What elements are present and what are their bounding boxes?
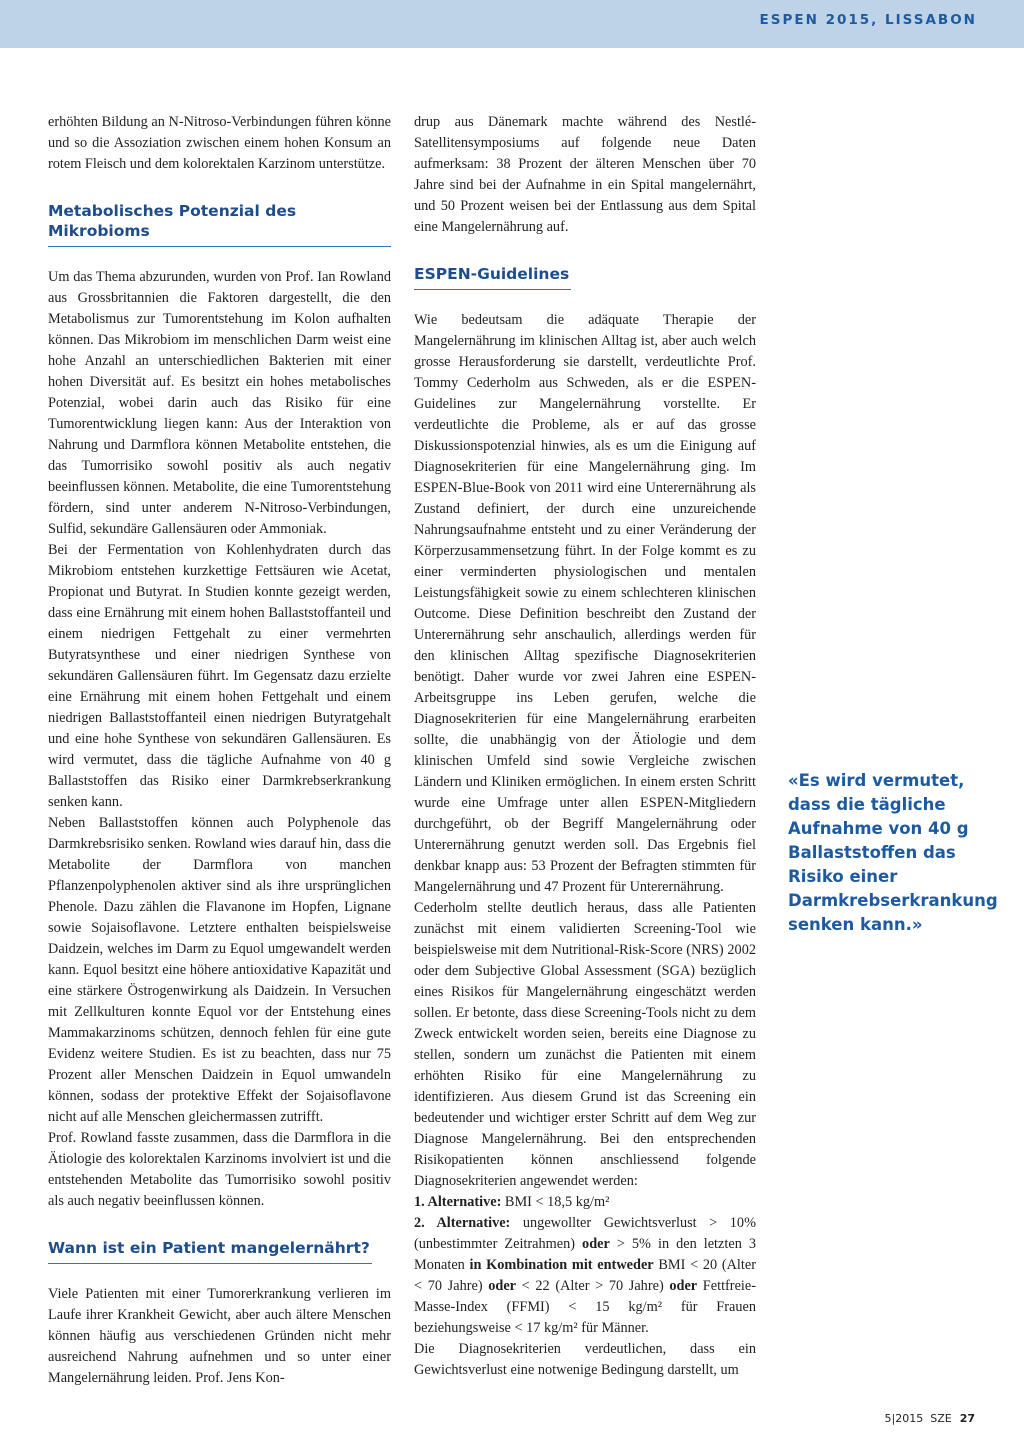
running-header-title: ESPEN 2015, LISSABON bbox=[759, 12, 977, 28]
paragraph: Bei der Fermentation von Kohlenhydraten durch das Mikrobiom entstehen kurzkettige Fettsäuren wie Acetat, Propionat und Butyrat. In Studien konnte gezeigt werden, dass eine Ernährung mit einem hohen Ballaststoffanteil und einem niedrigen Fettgehalt zu einer vermehrten Butyratsynthese und einer niedrigen Synthese von sekundären Gallensäuren führt. Im Gegensatz dazu erzielte eine Ernährung mit einem hohen Fettgehalt und einem niedrigen Ballaststoffanteil einen niedrigen Butyratgehalt und eine hohe Synthese von sekundären Gallensäuren. Es wird vermutet, dass die tägliche Aufnahme von 40 g Ballaststoffen das Risiko einer Darmkrebserkrankung senken kann. bbox=[48, 542, 391, 810]
left-column bbox=[48, 112, 391, 1389]
criterion-text: BMI < 20 (Alter < 70 Jahre) bbox=[414, 1257, 756, 1294]
header-bar bbox=[0, 0, 1024, 48]
criterion-text: < 22 (Alter > 70 Jahre) bbox=[516, 1278, 670, 1294]
criterion-connector: oder bbox=[669, 1278, 698, 1294]
criterion-text: > 5% in den letzten 3 Monaten bbox=[414, 1236, 756, 1273]
paragraph: Wie bedeutsam die adäquate Therapie der Mangelernährung im klinischen Alltag ist, aber auch welch grosse Herausforderung sie darstellt, verdeutlichte Prof. Tommy Cederholm aus Schweden, als er die ESPEN-Guidelines zur Mangelernährung vorstellte. Er verdeutlichte die Probleme, als er auf das grosse Diskussionspotenzial hinwies, als es um die Einigung auf Diagnosekriterien für eine Mangelernährung ging. Im ESPEN-Blue-Book von 2011 wird eine Unterernährung als Zustand definiert, der durch eine unzureichende Nahrungsaufnahme entsteht und zu einer Veränderung der Körperzusammensetzung führt. In der Folge kommt es zu einer verminderten physiologischen und mentalen Leistungsfähigkeit sowie zu einem schlechteren klinischen Outcome. Diese Definition beschreibt den Zustand der Unterernährung sehr anschaulich, allerdings werden für den klinischen Alltag spezifische Diagnosekriterien benötigt. Daher wurde vor zwei Jahren eine ESPEN-Arbeitsgruppe ins Leben gerufen, welche die Diagnosekriterien für eine Mangelernährung erarbeiten sollte, die unabhängig von der Ätiologie und dem klinischen Umfeld sind sowie Vergleiche zwischen Ländern und Kliniken ermöglichen. In einem ersten Schritt wurde eine Umfrage unter allen ESPEN-Mitgliedern durchgeführt, ob der Begriff Mangelernährung oder Unterernährung genutzt werden soll. Das Ergebnis fiel denkbar knapp aus: 53 Prozent der Befragten stimmten für Mangelernährung und 47 Prozent für Unterernährung. bbox=[414, 312, 756, 895]
paragraph: Um das Thema abzurunden, wurden von Prof. Ian Rowland aus Grossbritannien die Faktoren dargestellt, die den Metabolismus zur Tumorentstehung im Kolon aufhalten können. Das Mikrobiom im menschlichen Darm weist eine hohe Anzahl an unterschiedlichen Bakterien mit einer hohen Diversität auf. Es besitzt ein hohes metabolisches Potenzial, wobei darin auch das Risiko für eine Tumorentwicklung liegen kann: Aus der Interaktion von Nahrung und Darmflora können Metabolite entstehen, die das Tumorrisiko sowohl positiv als auch negativ beeinflussen können. Metabolite, die eine Tumorentstehung fördern, sind unter anderem N-Nitroso-Verbindungen, Sulfid, sekundäre Gallensäuren oder Ammoniak. bbox=[48, 269, 391, 537]
criterion-connector: oder bbox=[582, 1236, 610, 1252]
paragraph: Neben Ballaststoffen können auch Polyphenole das Darmkrebsrisiko senken. Rowland wies darauf hin, dass die Metabolite der Darmflora von manchen Pflanzenpolyphenolen aktiver sind als ihre ursprünglichen Phenole. Dazu zählen die Flavanone im Hopfen, Lignane sowie Sojaisoflavone. Letztere enthalten beispielsweise Daidzein, welches im Darm zu Equol umgewandelt werden kann. Equol besitzt eine höhere antioxidative Kapazität und eine stärkere Östrogenwirkung als Daidzein. In Versuchen mit Zellkulturen konnte Equol vor der Entstehung eines Mammakarzinoms schützen, dennoch fehlen für eine gute Evidenz weitere Studien. Es ist zu beachten, dass nur 75 Prozent aller Menschen Daidzein in Equol umwandeln können, sodass der protektive Effekt der Sojaisoflavone nicht auf alle Menschen gleichermassen zutrifft. bbox=[48, 815, 391, 1125]
criterion-connector: in Kombination mit entweder bbox=[469, 1257, 654, 1273]
criterion-alternative-1 bbox=[414, 1192, 756, 1213]
issue-label: 5|2015 SZE bbox=[884, 1412, 952, 1425]
paragraph: Cederholm stellte deutlich heraus, dass alle Patienten zunächst mit einem validierten Screening-Tool wie beispielsweise mit dem Nutritional-Risk-Score (NRS) 2002 oder dem Subjective Global Assessment (SGA) bezüglich eines Risikos für Mangelernährung eingeschätzt werden sollen. Er betonte, dass diese Screening-Tools nicht zu dem Zweck entwickelt worden seien, bereits eine Diagnose zu stellen, sondern um zunächst die Patienten mit einem erhöhten Risiko für eine Mangelernährung zu identifizieren. Aus diesem Grund ist das Screening ein bedeutender und wichtiger erster Schritt auf dem Weg zur Diagnose Mangelernährung. Bei den entsprechenden Risikopatienten können anschliessend folgende Diagnosekriterien angewendet werden: bbox=[414, 900, 756, 1189]
criterion-connector: oder bbox=[488, 1278, 517, 1294]
section-heading-wrap bbox=[48, 201, 391, 247]
right-column bbox=[414, 112, 756, 1381]
section-heading-wrap bbox=[414, 264, 756, 290]
pull-quote: «Es wird vermutet, dass die tägliche Aufnahme von 40 g Ballaststoffen das Risiko einer Darmkrebserkrankung senken kann.» bbox=[788, 771, 998, 934]
criterion-alternative-2 bbox=[414, 1213, 756, 1339]
right-intro-paragraph: drup aus Dänemark machte während des Nestlé-Satellitensymposiums auf folgende neue Daten aufmerksam: 38 Prozent der älteren Menschen über 70 Jahre sind bei der Aufnahme in ein Spital mangelernährt, und 50 Prozent weisen bei der Entlassung aus dem Spital eine Mangelernährung auf. bbox=[414, 114, 756, 235]
section-heading-mikrobiom: Metabolisches Potenzial des Mikrobioms bbox=[48, 201, 391, 247]
page-number: 27 bbox=[959, 1412, 975, 1425]
criterion-text: BMI < 18,5 kg/m² bbox=[501, 1194, 610, 1210]
page-footer bbox=[885, 1412, 975, 1425]
section-heading-espen-guidelines: ESPEN-Guidelines bbox=[414, 264, 571, 290]
paragraph: Prof. Rowland fasste zusammen, dass die Darmflora in die Ätiologie des kolorektalen Karzinoms involviert ist und die entstehenden Metabolite das Tumorrisiko sowohl positiv als auch negativ beeinflussen können. bbox=[48, 1130, 391, 1209]
criterion-text: Fettfreie-Masse-Index (FFMI) < 15 kg/m² für Frauen beziehungsweise < 17 kg/m² für Männer. bbox=[414, 1278, 756, 1336]
section-heading-mangelernaehrt: Wann ist ein Patient mangelernährt? bbox=[48, 1238, 372, 1264]
paragraph: Die Diagnosekriterien verdeutlichen, dass ein Gewichtsverlust eine notwenige Bedingung darstellt, um bbox=[414, 1341, 756, 1378]
section-heading-wrap bbox=[48, 1238, 391, 1264]
criterion-label: 1. Alternative: bbox=[414, 1194, 502, 1210]
criterion-text: ungewollter Gewichtsverlust > 10% (unbestimmter Zeitrahmen) bbox=[414, 1215, 756, 1252]
paragraph: Viele Patienten mit einer Tumorerkrankung verlieren im Laufe ihrer Krankheit Gewicht, aber auch ältere Menschen können häufig aus verschiedenen Gründen nicht mehr ausreichend Nahrung aufnehmen und so unter einer Mangelernährung leiden. Prof. Jens Kon- bbox=[48, 1286, 391, 1386]
left-intro-paragraph: erhöhten Bildung an N-Nitroso-Verbindungen führen könne und so die Assoziation zwischen einem hohen Konsum an rotem Fleisch und dem kolorektalen Karzinom unterstütze. bbox=[48, 114, 391, 172]
criterion-label: 2. Alternative: bbox=[414, 1215, 511, 1231]
